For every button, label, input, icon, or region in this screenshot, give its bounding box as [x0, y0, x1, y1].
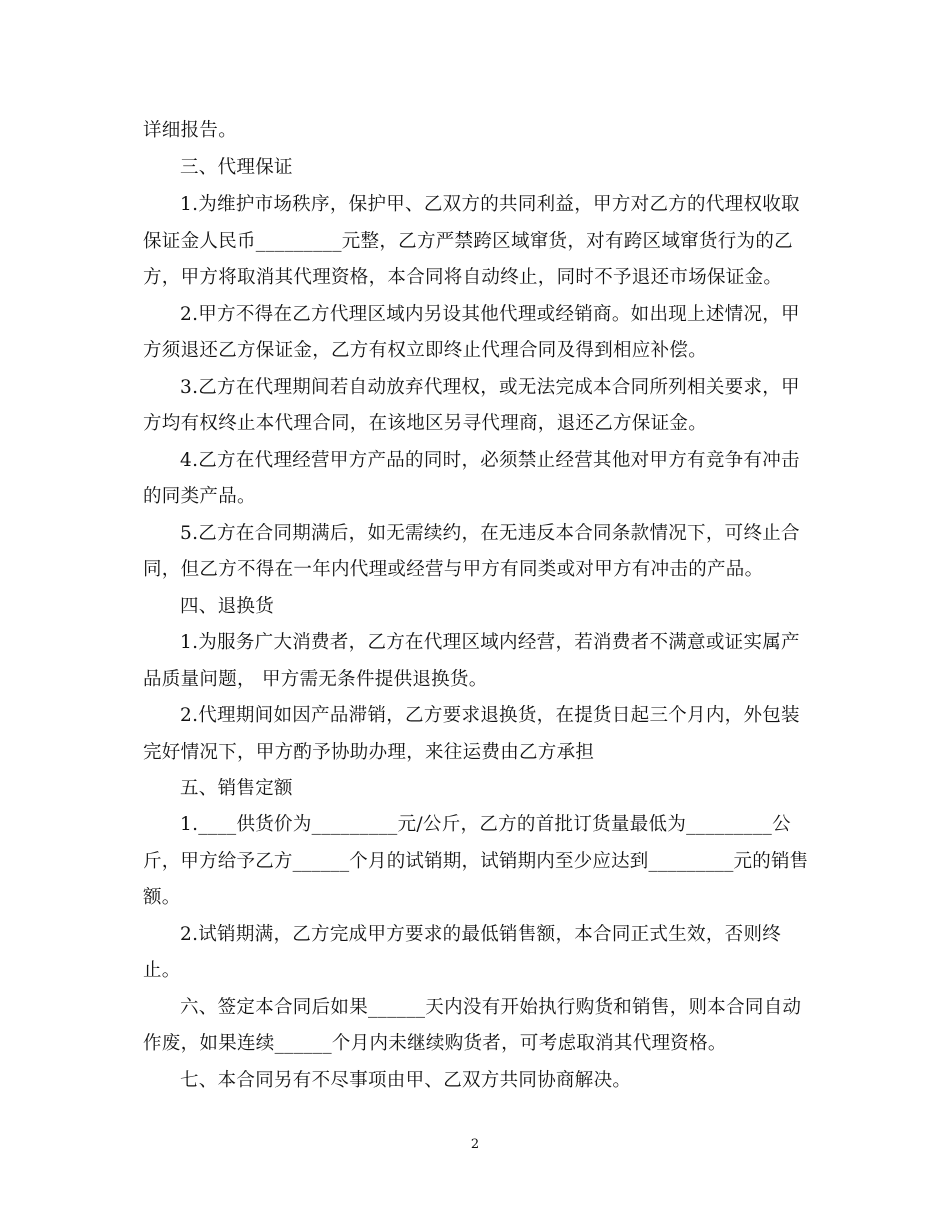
text-line: 完好情况下，甲方酌予协助办理，来往运费由乙方承担 — [143, 742, 595, 763]
section-heading: 四、退换货 — [180, 596, 275, 617]
text-line: 1.为维护市场秩序，保护甲、乙双方的共同利益，甲方对乙方的代理权收取 — [180, 194, 800, 215]
text-line: 同，但乙方不得在一年内代理或经营与甲方有同类或对甲方有冲击的产品。 — [143, 559, 764, 580]
text-line: 4.乙方在代理经营甲方产品的同时，必须禁止经营其他对甲方有竞争有冲击 — [180, 450, 800, 471]
page-number: 2 — [470, 1137, 480, 1152]
text-line: 品质量问题， 甲方需无条件提供退换货。 — [143, 669, 488, 690]
text-line: 保证金人民币_________元整，乙方严禁跨区域窜货，对有跨区域窜货行为的乙 — [143, 231, 793, 252]
section-heading: 六、签定本合同后如果______天内没有开始执行购货和销售，则本合同自动 — [180, 997, 802, 1018]
text-line: 2.代理期间如因产品滞销，乙方要求退换货，在提货日起三个月内，外包装 — [180, 705, 800, 726]
text-line: 止。 — [143, 960, 181, 981]
section-heading: 五、销售定额 — [180, 778, 293, 799]
text-line: 1.为服务广大消费者，乙方在代理区域内经营，若消费者不满意或证实属产 — [180, 632, 800, 653]
text-line: 斤，甲方给予乙方______个月的试销期，试销期内至少应达到_________元的销售 — [143, 851, 809, 872]
text-line: 的同类产品。 — [143, 486, 256, 507]
text-line: 方均有权终止本代理合同，在该地区另寻代理商，退还乙方保证金。 — [143, 413, 708, 434]
text-line: 方，甲方将取消其代理资格，本合同将自动终止，同时不予退还市场保证金。 — [143, 267, 783, 288]
section-heading: 三、代理保证 — [180, 157, 293, 178]
text-line: 1.____供货价为_________元/公斤，乙方的首批订货量最低为_________公 — [180, 814, 791, 835]
text-line: 5.乙方在合同期满后，如无需续约，在无违反本合同条款情况下，可终止合 — [180, 523, 800, 544]
text-line: 额。 — [143, 887, 181, 908]
section-heading: 七、本合同另有不尽事项由甲、乙双方共同协商解决。 — [180, 1070, 632, 1091]
text-line: 详细报告。 — [143, 120, 238, 141]
text-line: 2.试销期满，乙方完成甲方要求的最低销售额，本合同正式生效，否则终 — [180, 924, 782, 945]
text-line: 方须退还乙方保证金，乙方有权立即终止代理合同及得到相应补偿。 — [143, 340, 708, 361]
text-line: 作废，如果连续______个月内未继续购货者，可考虑取消其代理资格。 — [143, 1033, 727, 1054]
text-line: 3.乙方在代理期间若自动放弃代理权，或无法完成本合同所列相关要求，甲 — [180, 377, 800, 398]
text-line: 2.甲方不得在乙方代理区域内另设其他代理或经销商。如出现上述情况，甲 — [180, 304, 800, 325]
